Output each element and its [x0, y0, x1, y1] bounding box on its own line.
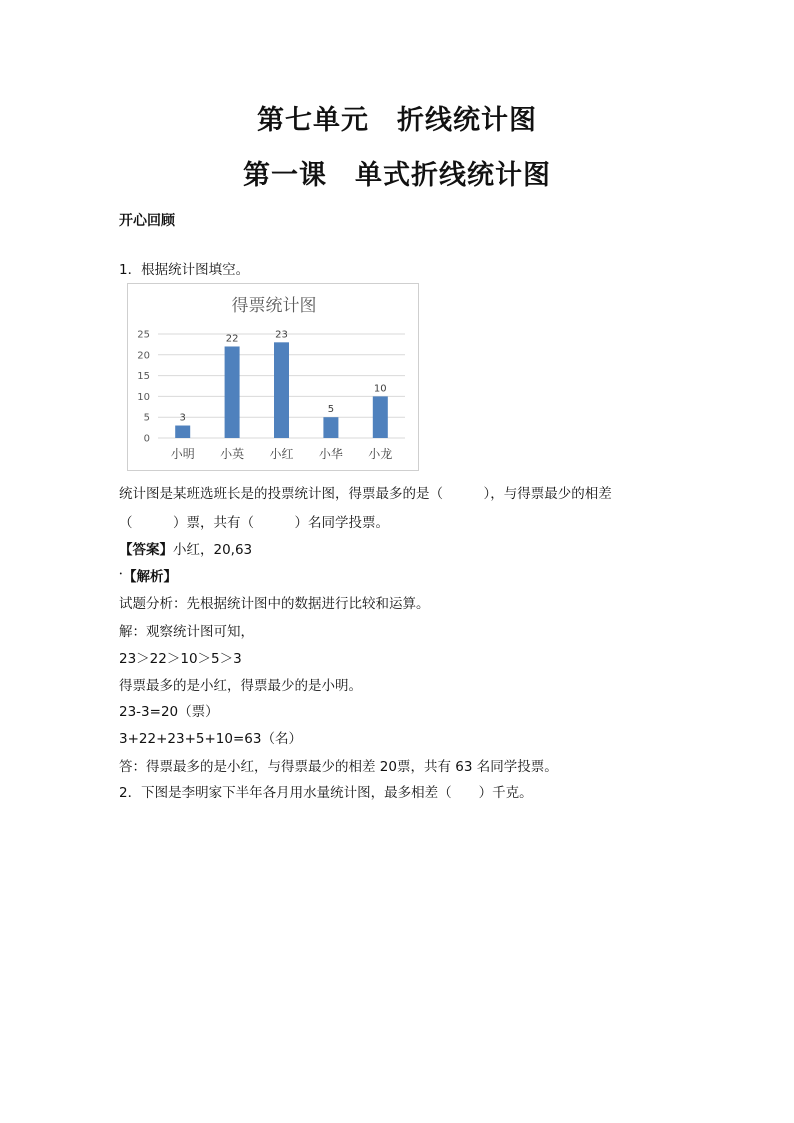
analysis-line-1: 试题分析：先根据统计图中的数据进行比较和运算。: [119, 596, 430, 612]
data-label: 5: [327, 404, 335, 416]
y-tick-label: 10: [137, 391, 150, 403]
x-category-label: 小英: [220, 447, 245, 461]
data-label: 22: [225, 333, 239, 345]
bar: [175, 426, 190, 438]
analysis-line-5: 23-3=20（票）: [119, 704, 219, 720]
analysis-line-2: 解：观察统计图可知，: [119, 624, 254, 640]
answer-label: 【答案】: [119, 542, 173, 558]
lesson-title: 第一课 单式折线统计图: [243, 160, 551, 191]
answer-line: [119, 538, 252, 558]
data-label: 23: [275, 329, 288, 341]
chart-title: 得票统计图: [231, 296, 317, 316]
analysis-label-text: 【解析】: [123, 569, 177, 585]
y-tick-label: 25: [137, 329, 150, 341]
x-category-label: 小华: [318, 447, 343, 461]
x-category-label: 小红: [269, 447, 294, 461]
chart-svg: [128, 284, 418, 470]
unit-title: 第七单元 折线统计图: [257, 105, 537, 136]
y-tick-label: 20: [137, 350, 150, 362]
bar: [373, 396, 388, 438]
data-label: 3: [179, 412, 186, 424]
y-tick-label: 0: [143, 433, 150, 445]
bar: [225, 346, 240, 438]
question-1-text-line2: （ ）票，共有（ ）名同学投票。: [119, 515, 389, 531]
analysis-line-7: 答：得票最多的是小红，与得票最少的相差 20票，共有 63 名同学投票。: [119, 759, 558, 775]
section-heading: 开心回顾: [119, 213, 175, 229]
bar: [323, 417, 338, 438]
bar: [274, 342, 289, 438]
question-2: 2．下图是李明家下半年各月用水量统计图，最多相差（ ）千克。: [119, 785, 533, 801]
analysis-line-3: 23＞22＞10＞5＞3: [119, 651, 242, 667]
question-1-text-line1: 统计图是某班选班长是的投票统计图，得票最多的是（ ），与得票最少的相差: [119, 486, 612, 502]
data-label: 10: [373, 383, 387, 395]
y-tick-label: 15: [137, 371, 150, 383]
analysis-line-6: 3+22+23+5+10=63（名）: [119, 731, 302, 747]
answer-value: 小红，20,63: [173, 542, 253, 558]
analysis-line-4: 得票最多的是小红，得票最少的是小明。: [119, 678, 362, 694]
x-category-label: 小明: [170, 447, 195, 461]
question-1: 1．根据统计图填空。: [119, 262, 250, 278]
x-category-label: 小龙: [368, 447, 393, 461]
dot-mark: •: [119, 571, 123, 578]
vote-bar-chart: [127, 283, 419, 471]
analysis-label: [123, 565, 177, 585]
y-tick-label: 5: [143, 412, 150, 424]
